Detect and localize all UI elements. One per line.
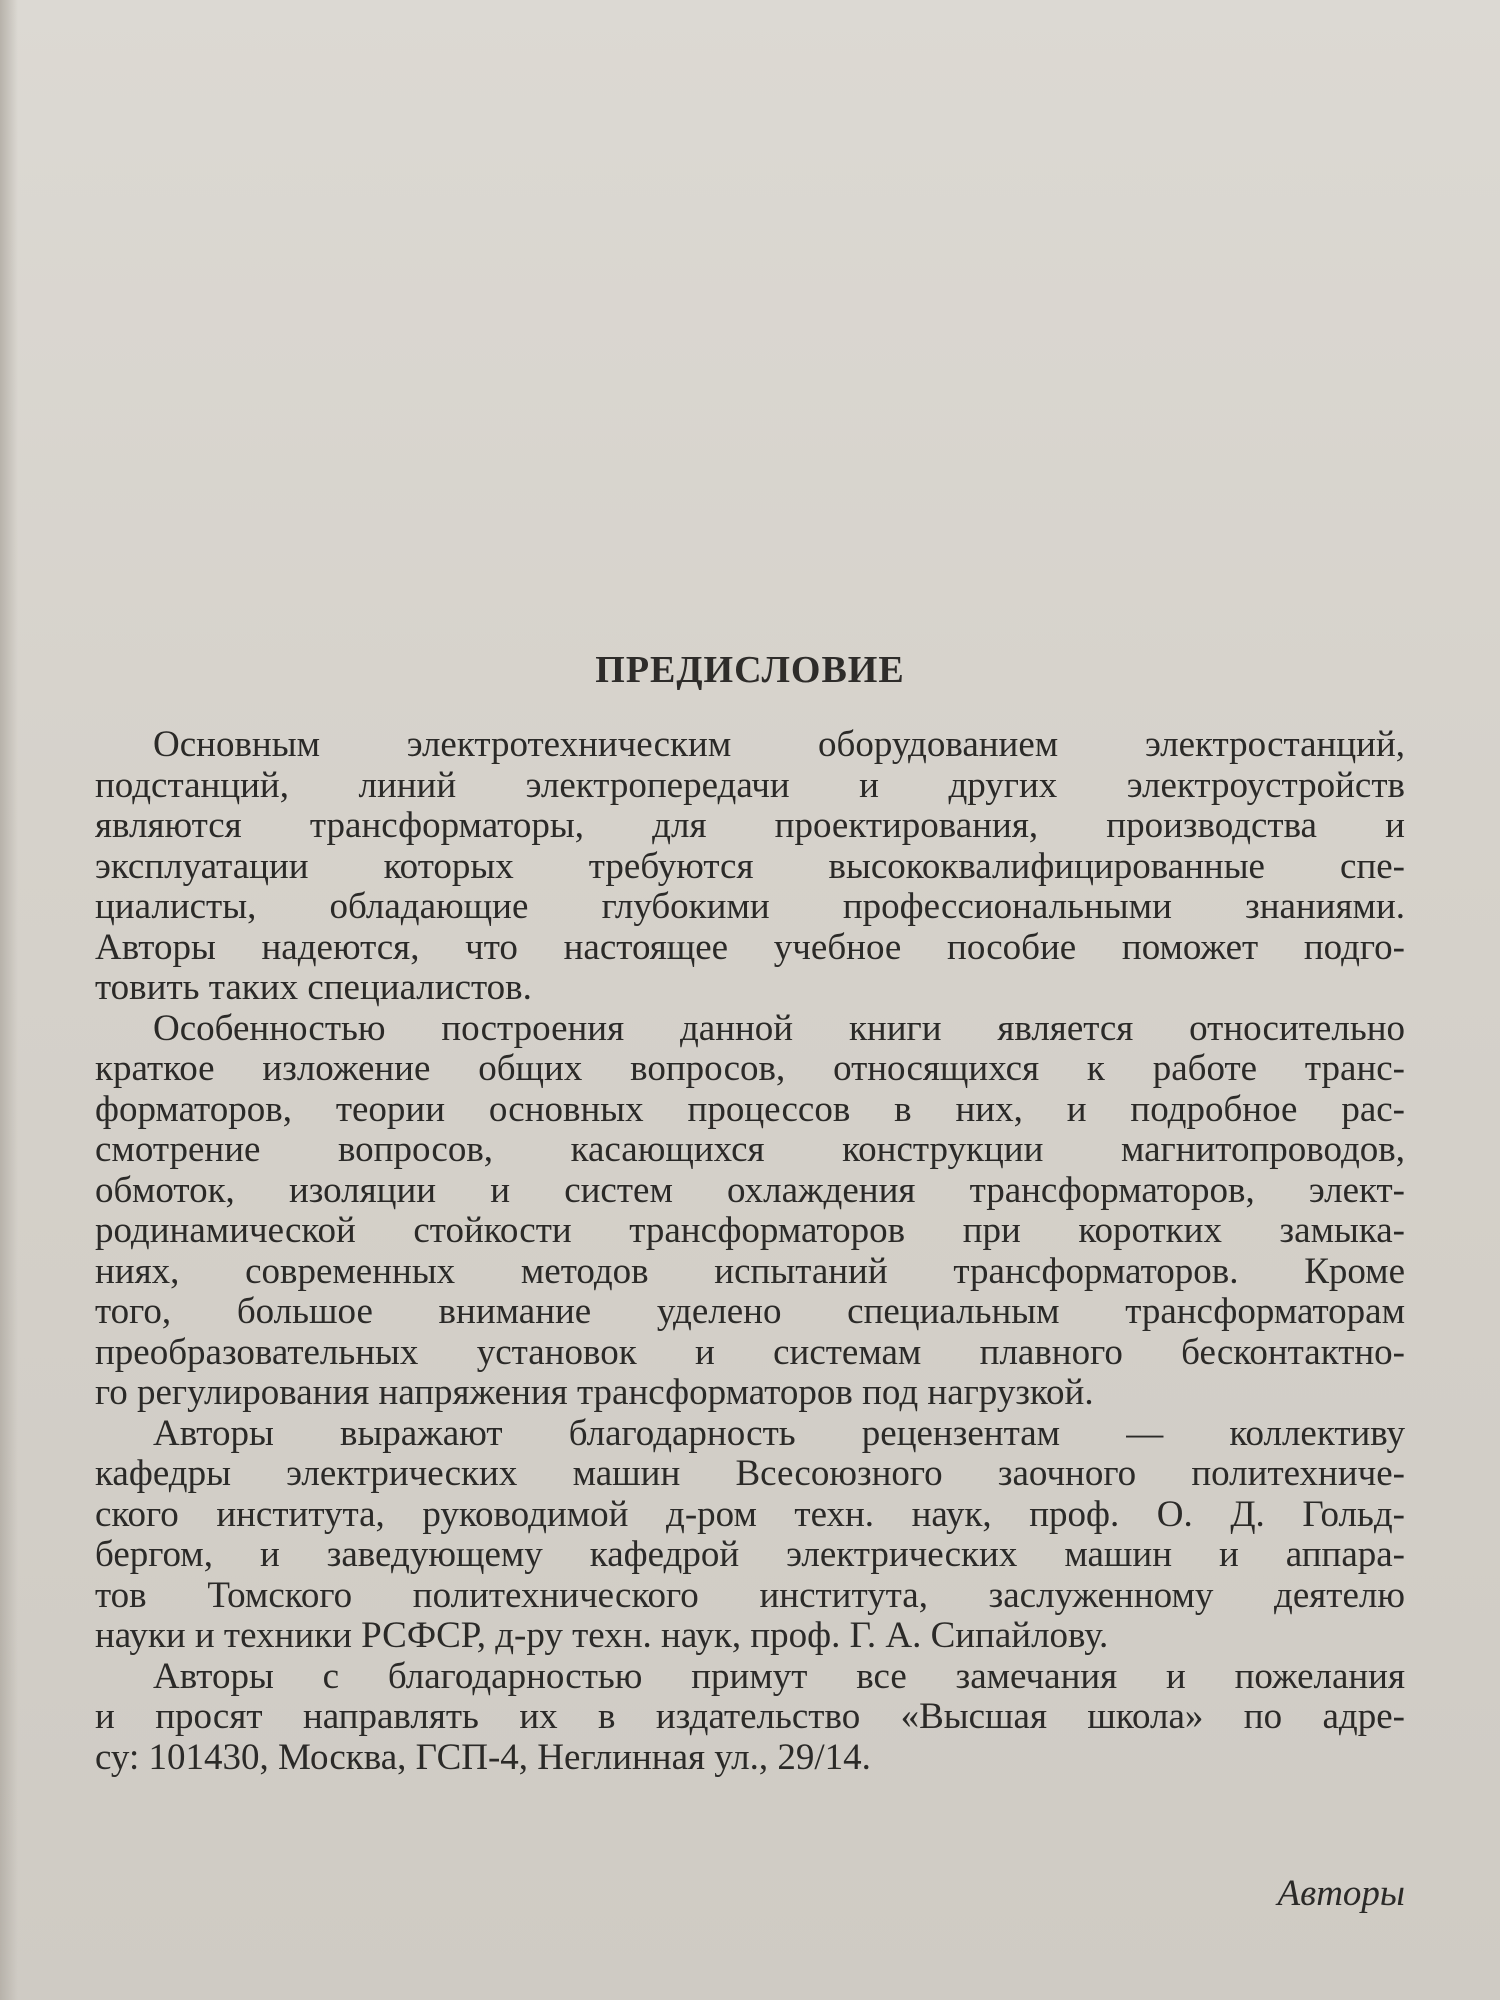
text-line: Основным электротехническим оборудованием электростанций, [153,724,1405,765]
text-line: и просят направлять их в издательство «Высшая школа» по адре- [95,1696,1405,1737]
text-line: циалисты, обладающие глубокими профессиональными знаниями. [95,886,1405,927]
paragraph-3 [95,1414,1405,1657]
text-line: краткое изложение общих вопросов, относящихся к работе транс- [95,1048,1405,1089]
text-line: Авторы выражают благодарность рецензентам — коллективу [153,1412,1405,1454]
paragraph-2 [95,1009,1405,1414]
text-line: смотрение вопросов, касающихся конструкции магнитопроводов, [95,1129,1405,1170]
text-line: науки и техники РСФСР, д-ру техн. наук, проф. Г. А. Сипайлову. [95,1615,1109,1656]
text-line: бергом, и заведующему кафедрой электрических машин и аппара- [95,1534,1405,1575]
text-line: товить таких специалистов. [95,967,532,1008]
text-line: тов Томского политехнического института, заслуженному деятелю [95,1574,1405,1616]
text-line: су: 101430, Москва, ГСП-4, Неглинная ул., 29/14. [95,1736,871,1778]
text-line: подстанций, линий электропередачи и других электроустройств [95,764,1405,806]
paragraph-1 [95,725,1405,1009]
signature-authors: Авторы [1277,1873,1405,1914]
text-line: преобразовательных установок и системам плавного бесконтактно- [95,1331,1405,1373]
text-line: ниях, современных методов испытаний трансформаторов. Кроме [95,1250,1405,1292]
text-line: форматоров, теории основных процессов в них, и подробное рас- [95,1088,1405,1130]
text-line: обмоток, изоляции и систем охлаждения трансформаторов, элект- [95,1169,1405,1211]
text-line: кафедры электрических машин Всесоюзного заочного политехниче- [95,1453,1405,1494]
text-line: го регулирования напряжения трансформаторов под нагрузкой. [95,1372,1094,1413]
text-line: являются трансформаторы, для проектирования, производства и [95,805,1405,846]
text-line: эксплуатации которых требуются высококвалифицированные спе- [95,845,1405,887]
paragraph-4 [95,1657,1405,1779]
text-line: Авторы с благодарностью примут все замечания и пожелания [153,1655,1405,1697]
page-heading: ПРЕДИСЛОВИЕ [595,649,905,691]
text-line: того, большое внимание уделено специальным трансформаторам [95,1291,1405,1332]
page-edge-shadow [0,0,18,2000]
text-line: Авторы надеются, что настоящее учебное пособие поможет подго- [95,926,1405,968]
preface-body [95,725,1405,1778]
text-line: ского института, руководимой д-ром техн. наук, проф. О. Д. Гольд- [95,1493,1405,1535]
text-line: Особенностью построения данной книги является относительно [153,1007,1405,1049]
text-line: родинамической стойкости трансформаторов при коротких замыка- [95,1210,1405,1251]
